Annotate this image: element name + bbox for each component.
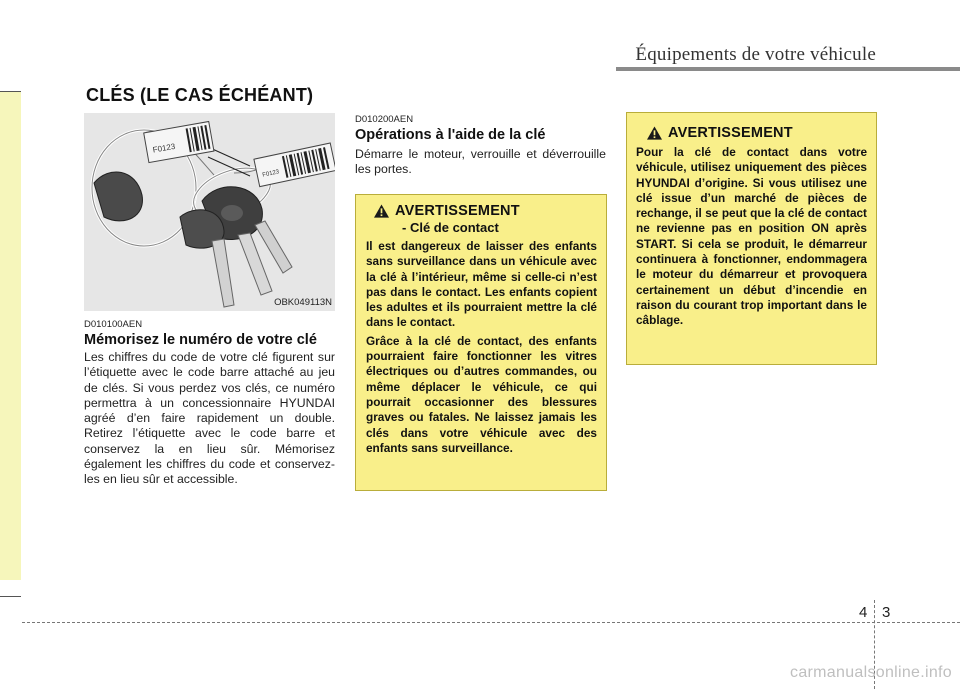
- warning-header: [374, 203, 597, 219]
- warning-title: AVERTISSEMENT: [668, 125, 793, 141]
- section-code: D010100AEN: [84, 319, 143, 330]
- margin-strip: [0, 92, 21, 580]
- keys-drawing: [84, 113, 335, 311]
- watermark: carmanualsonline.info: [790, 664, 952, 681]
- section-code: D010200AEN: [355, 114, 414, 125]
- section-heading: Mémorisez le numéro de votre clé: [84, 332, 317, 348]
- warning-paragraph: Grâce à la clé de contact, des enfants pourraient faire fonctionner les vitres électriques ou d’autres commandes, ou même déplacer le véhicule, ce qui pourrait occasionner des blessures graves ou fatales. Ne laissez jamais les clés dans votre véhicule avec des enfants sans surveillance.: [366, 333, 597, 455]
- warning-triangle-icon: [647, 126, 662, 140]
- footer-rule: [22, 622, 960, 623]
- body-paragraph: Les chiffres du code de votre clé figurent sur l’étiquette avec le code barre attaché au jeu de clés. Si vous perdez vos clés, ce numéro permettra à un concessionnaire HYUNDAI agréé d’en faire rapidement un double. Retirez l’étiquette avec le code barre et conservez la en lieu sûr. Mémorisez également les chiffres du code et conservez-les en lieu sûr et accessible.: [84, 350, 335, 487]
- body-paragraph: Démarre le moteur, verrouille et déverrouille les portes.: [355, 147, 606, 177]
- tag-label: F0123: [152, 141, 176, 155]
- section-title: CLÉS (LE CAS ÉCHÉANT): [86, 85, 314, 105]
- warning-box-ignition-key: [355, 194, 607, 491]
- illustration-code: OBK049113N: [274, 297, 332, 308]
- margin-rule-bottom: [0, 596, 21, 597]
- warning-paragraph: Il est dangereux de laisser des enfants sans surveillance dans un véhicule avec la clé à l’intérieur, même si celle-ci n’est pas dans le contact. Les enfants copient les adultes et ils pourraient mettre la clé dans le contact.: [366, 239, 597, 330]
- page-number: 3: [882, 604, 891, 621]
- chapter-number: 4: [859, 604, 868, 621]
- warning-header: [647, 125, 867, 141]
- chapter-title: Équipements de votre véhicule: [635, 44, 876, 65]
- warning-box-genuine-parts: [626, 112, 877, 365]
- keys-illustration: [84, 113, 335, 311]
- warning-title: AVERTISSEMENT: [395, 203, 520, 219]
- header-bar: [616, 67, 960, 71]
- tag-label: F0123: [261, 169, 280, 179]
- margin-rule-top: [0, 91, 21, 92]
- warning-triangle-icon: [374, 204, 389, 218]
- warning-subtitle: - Clé de contact: [402, 220, 499, 235]
- section-heading: Opérations à l'aide de la clé: [355, 127, 546, 143]
- warning-paragraph: Pour la clé de contact dans votre véhicule, utilisez uniquement des pièces HYUNDAI d’origine. Si vous utilisez une clé issue d’un marché de pièces de rechange, il se peut que la clé de contact ne revienne pas en position ON après START. Si cela se produit, le démarreur continuera à fonctionner, endommagera le moteur du démarreur et provoquera certainement un début d’incendie en raison du courant trop important dans le câblage.: [636, 145, 867, 328]
